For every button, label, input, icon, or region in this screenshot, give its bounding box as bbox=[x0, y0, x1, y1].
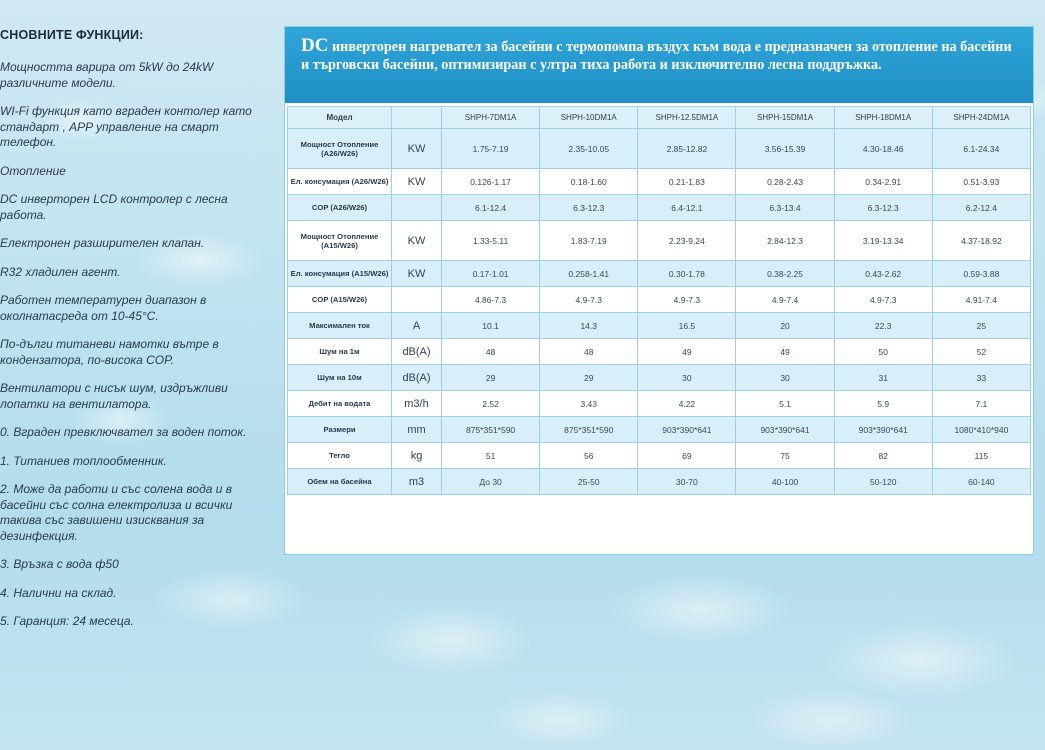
cell-value: 7.1 bbox=[932, 391, 1030, 417]
row-label: Тегло bbox=[288, 443, 392, 469]
feature-item: DC инверторен LCD контролер с лесна работа. bbox=[0, 192, 228, 222]
cell-value: 0.43-2.62 bbox=[834, 261, 932, 287]
cell-value: 0.30-1.78 bbox=[638, 261, 736, 287]
row-unit: dB(A) bbox=[392, 365, 442, 391]
cell-value: 2.23-9.24 bbox=[638, 221, 736, 261]
table-row bbox=[288, 443, 1031, 469]
row-unit: m3 bbox=[392, 469, 442, 495]
row-label: Дебит на водата bbox=[288, 391, 392, 417]
cell-value: 10.1 bbox=[442, 313, 540, 339]
row-unit bbox=[392, 195, 442, 221]
table-row bbox=[288, 129, 1031, 169]
cell-value: 0.258-1.41 bbox=[540, 261, 638, 287]
cell-value: 4.86-7.3 bbox=[442, 287, 540, 313]
header-model: SHPH-7DM1A bbox=[442, 107, 540, 129]
cell-value: 2.35-10.05 bbox=[540, 129, 638, 169]
cell-value: 40-100 bbox=[736, 469, 834, 495]
spec-panel bbox=[284, 26, 1034, 555]
row-label: COP (A26/W26) bbox=[288, 195, 392, 221]
cell-value: 25 bbox=[932, 313, 1030, 339]
feature-item: Отопление bbox=[0, 163, 66, 178]
cell-value: 4.37-18.92 bbox=[932, 221, 1030, 261]
cell-value: 30 bbox=[638, 365, 736, 391]
cell-value: 1080*410*940 bbox=[932, 417, 1030, 443]
cell-value: 3.43 bbox=[540, 391, 638, 417]
cell-value: 82 bbox=[834, 443, 932, 469]
cell-value: 5.9 bbox=[834, 391, 932, 417]
cell-value: 33 bbox=[932, 365, 1030, 391]
feature-item: 0. Вграден превключвател за воден поток. bbox=[0, 425, 247, 439]
features-list bbox=[0, 60, 272, 630]
feature-item: Вентилатори с нисък шум, издръжливи лопатки на вентилатора. bbox=[0, 381, 228, 411]
row-label: Шум на 1м bbox=[288, 339, 392, 365]
cell-value: 60-140 bbox=[932, 469, 1030, 495]
cell-value: До 30 bbox=[442, 469, 540, 495]
feature-item: 2. Може да работи и със солена вода и в басейни със солна електролиза и всички такива със завишени изисквания за дезинфекция. bbox=[0, 482, 233, 543]
feature-item: По-дълги титаневи намотки вътре в кондензатора, по-висока COP. bbox=[0, 337, 219, 367]
row-unit: KW bbox=[392, 221, 442, 261]
cell-value: 3.19-13.34 bbox=[834, 221, 932, 261]
row-label: Ел. консумация (A26/W26) bbox=[288, 169, 392, 195]
feature-item: Електронен разширителен клапан. bbox=[0, 236, 205, 250]
table-row bbox=[288, 469, 1031, 495]
row-unit: dB(A) bbox=[392, 339, 442, 365]
panel-header bbox=[285, 27, 1033, 103]
cell-value: 50 bbox=[834, 339, 932, 365]
cell-value: 0.38-2.25 bbox=[736, 261, 834, 287]
feature-item: 4. Налични на склад. bbox=[0, 585, 117, 600]
cell-value: 51 bbox=[442, 443, 540, 469]
cell-value: 30 bbox=[736, 365, 834, 391]
cell-value: 0.59-3.88 bbox=[932, 261, 1030, 287]
cell-value: 4.9-7.3 bbox=[540, 287, 638, 313]
header-model: SHPH-10DM1A bbox=[540, 107, 638, 129]
cell-value: 903*390*641 bbox=[834, 417, 932, 443]
row-unit: KW bbox=[392, 129, 442, 169]
cell-value: 2.85-12.82 bbox=[638, 129, 736, 169]
cell-value: 4.9-7.4 bbox=[736, 287, 834, 313]
cell-value: 2.52 bbox=[442, 391, 540, 417]
cell-value: 4.91-7.4 bbox=[932, 287, 1030, 313]
cell-value: 875*351*590 bbox=[442, 417, 540, 443]
cell-value: 29 bbox=[540, 365, 638, 391]
header-model: SHPH-12.5DM1A bbox=[638, 107, 736, 129]
table-row bbox=[288, 417, 1031, 443]
cell-value: 30-70 bbox=[638, 469, 736, 495]
cell-value: 0.21-1.83 bbox=[638, 169, 736, 195]
cell-value: 0.18-1.60 bbox=[540, 169, 638, 195]
cell-value: 56 bbox=[540, 443, 638, 469]
row-unit: KW bbox=[392, 261, 442, 287]
header-label: Модел bbox=[288, 107, 392, 129]
cell-value: 1.75-7.19 bbox=[442, 129, 540, 169]
table-row bbox=[288, 221, 1031, 261]
feature-item: 3. Връзка с вода ф50 bbox=[0, 557, 119, 571]
features-title: СНОВНИТЕ ФУНКЦИИ: bbox=[0, 28, 144, 42]
cell-value: 48 bbox=[442, 339, 540, 365]
row-label: COP (A15/W26) bbox=[288, 287, 392, 313]
row-unit: KW bbox=[392, 169, 442, 195]
cell-value: 49 bbox=[638, 339, 736, 365]
cell-value: 0.34-2.91 bbox=[834, 169, 932, 195]
cell-value: 875*351*590 bbox=[540, 417, 638, 443]
row-unit: mm bbox=[392, 417, 442, 443]
table-row bbox=[288, 261, 1031, 287]
cell-value: 29 bbox=[442, 365, 540, 391]
cell-value: 5.1 bbox=[736, 391, 834, 417]
header-model: SHPH-15DM1A bbox=[736, 107, 834, 129]
cell-value: 14.3 bbox=[540, 313, 638, 339]
cell-value: 903*390*641 bbox=[736, 417, 834, 443]
row-label: Мощност Отопление (A15/W26) bbox=[288, 221, 392, 261]
cell-value: 1.83-7.19 bbox=[540, 221, 638, 261]
cell-value: 31 bbox=[834, 365, 932, 391]
table-row bbox=[288, 391, 1031, 417]
cell-value: 0.17-1.01 bbox=[442, 261, 540, 287]
cell-value: 6.3-12.3 bbox=[834, 195, 932, 221]
cell-value: 0.126-1.17 bbox=[442, 169, 540, 195]
row-label: Размери bbox=[288, 417, 392, 443]
cell-value: 2.84-12.3 bbox=[736, 221, 834, 261]
row-label: Обем на басейна bbox=[288, 469, 392, 495]
table-row bbox=[288, 169, 1031, 195]
header-unit bbox=[392, 107, 442, 129]
cell-value: 6.3-13.4 bbox=[736, 195, 834, 221]
header-model: SHPH-18DM1A bbox=[834, 107, 932, 129]
cell-value: 6.1-12.4 bbox=[442, 195, 540, 221]
cell-value: 50-120 bbox=[834, 469, 932, 495]
table-row bbox=[288, 195, 1031, 221]
cell-value: 6.1-24.34 bbox=[932, 129, 1030, 169]
table-header-row bbox=[288, 107, 1031, 129]
cell-value: 4.9-7.3 bbox=[834, 287, 932, 313]
feature-item: WI-Fi функция като вграден контолер като стандарт , APP управление на смарт телефон. bbox=[0, 104, 252, 149]
cell-value: 16.5 bbox=[638, 313, 736, 339]
cell-value: 69 bbox=[638, 443, 736, 469]
cell-value: 115 bbox=[932, 443, 1030, 469]
row-unit: m3/h bbox=[392, 391, 442, 417]
cell-value: 4.9-7.3 bbox=[638, 287, 736, 313]
cell-value: 6.2-12.4 bbox=[932, 195, 1030, 221]
feature-item: Работен температурен диапазон в околнатасреда от 10-45°C. bbox=[0, 293, 207, 323]
cell-value: 25-50 bbox=[540, 469, 638, 495]
cell-value: 4.30-18.46 bbox=[834, 129, 932, 169]
cell-value: 52 bbox=[932, 339, 1030, 365]
cell-value: 22.3 bbox=[834, 313, 932, 339]
feature-item: Мощността варира от 5kW до 24kW различните модели. bbox=[0, 60, 214, 90]
row-unit: A bbox=[392, 313, 442, 339]
header-model: SHPH-24DM1A bbox=[932, 107, 1030, 129]
cell-value: 48 bbox=[540, 339, 638, 365]
cell-value: 0.28-2.43 bbox=[736, 169, 834, 195]
row-label: Мощност Отопление (A26/W26) bbox=[288, 129, 392, 169]
feature-item: 1. Титаниев топлообменник. bbox=[0, 453, 167, 468]
cell-value: 0.51-3.93 bbox=[932, 169, 1030, 195]
cell-value: 3.56-15.39 bbox=[736, 129, 834, 169]
cell-value: 6.3-12.3 bbox=[540, 195, 638, 221]
table-row bbox=[288, 313, 1031, 339]
row-label: Шум на 10м bbox=[288, 365, 392, 391]
table-row bbox=[288, 339, 1031, 365]
panel-title-text: инверторен нагревател за басейни с термопомпа въздух към вода е предназначен за отопление на басейни и търговски басейни, оптимизиран с ултра тиха работа и изключително лесна поддръжка. bbox=[301, 39, 1012, 73]
cell-value: 6.4-12.1 bbox=[638, 195, 736, 221]
cell-value: 49 bbox=[736, 339, 834, 365]
cell-value: 903*390*641 bbox=[638, 417, 736, 443]
cell-value: 1.33-5.11 bbox=[442, 221, 540, 261]
row-label: Ел. консумация (A15/W26) bbox=[288, 261, 392, 287]
table-row bbox=[288, 365, 1031, 391]
spec-table bbox=[287, 106, 1031, 495]
table-row bbox=[288, 287, 1031, 313]
row-label: Максимален ток bbox=[288, 313, 392, 339]
panel-title-dc: DC bbox=[301, 35, 329, 56]
cell-value: 4.22 bbox=[638, 391, 736, 417]
cell-value: 20 bbox=[736, 313, 834, 339]
feature-item: R32 хладилен агент. bbox=[0, 264, 121, 279]
feature-item: 5. Гаранция: 24 месеца. bbox=[0, 614, 134, 628]
cell-value: 75 bbox=[736, 443, 834, 469]
row-unit: kg bbox=[392, 443, 442, 469]
features-list-section bbox=[0, 28, 272, 643]
row-unit bbox=[392, 287, 442, 313]
